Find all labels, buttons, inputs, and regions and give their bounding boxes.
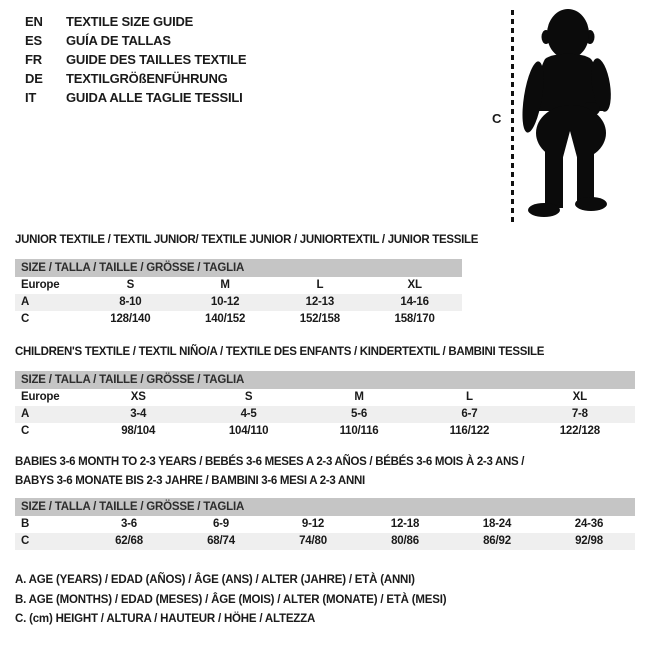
size-value-cell: 68/74 xyxy=(207,535,235,547)
size-value-cell: S xyxy=(244,391,253,403)
size-value-cell: 9-12 xyxy=(301,518,325,530)
lang-row-es xyxy=(25,31,246,50)
size-value-cell: 6-9 xyxy=(212,518,230,530)
footnote-b: B. AGE (MONTHS) / EDAD (MESES) / ÂGE (MOIS) / ALTER (MONATE) / ETÀ (MESI) xyxy=(15,593,447,606)
lang-code: FR xyxy=(25,52,42,67)
size-value-cell: L xyxy=(466,391,473,403)
table-row xyxy=(15,277,462,294)
height-measure-label: C xyxy=(492,111,502,126)
size-value-cell: 24-36 xyxy=(574,518,604,530)
section-title-line: BABYS 3-6 MONATE BIS 2-3 JAHRE / BAMBINI 3-6 MESI A 2-3 ANNI xyxy=(15,475,365,487)
toddler-silhouette-icon xyxy=(517,5,619,221)
size-value-cell: 12-13 xyxy=(305,296,335,308)
row-label: C xyxy=(21,425,30,437)
junior-section-title xyxy=(15,231,478,250)
lang-label: GUÍA DE TALLAS xyxy=(66,33,171,48)
lang-code: ES xyxy=(25,33,42,48)
size-value-cell: 18-24 xyxy=(482,518,512,530)
size-value-cell: 3-6 xyxy=(120,518,138,530)
size-value-cell: L xyxy=(316,279,324,291)
section-title-line: JUNIOR TEXTILE / TEXTIL JUNIOR/ TEXTILE JUNIOR / JUNIORTEXTIL / JUNIOR TESSILE xyxy=(15,234,479,246)
row-label: A xyxy=(21,296,30,308)
table-body xyxy=(15,277,462,328)
size-value-cell: 3-4 xyxy=(130,408,147,420)
size-value-cell: 116/122 xyxy=(449,425,490,437)
row-label: B xyxy=(21,518,30,530)
lang-label: TEXTILGRÖßENFÜHRUNG xyxy=(66,71,228,86)
size-value-cell: M xyxy=(354,391,364,403)
size-value-cell: 80/86 xyxy=(391,535,419,547)
size-value-cell: 12-18 xyxy=(390,518,420,530)
language-title-block xyxy=(25,12,246,107)
section-title-line: CHILDREN'S TEXTILE / TEXTIL NIÑO/A / TEXTILE DES ENFANTS / KINDERTEXTIL / BAMBINI TESSILE xyxy=(15,346,545,358)
children-size-table xyxy=(15,371,635,440)
size-value-cell: 62/68 xyxy=(115,535,143,547)
footnote-c: C. (cm) HEIGHT / ALTURA / HAUTEUR / HÖHE / ALTEZZA xyxy=(15,613,316,625)
row-label: C xyxy=(21,313,30,325)
children-section-title xyxy=(15,343,544,362)
row-label: A xyxy=(21,408,30,420)
babies-size-table xyxy=(15,498,635,550)
size-value-cell: 5-6 xyxy=(351,408,368,420)
size-value-cell: 7-8 xyxy=(571,408,588,420)
size-value-cell: 104/110 xyxy=(228,425,269,437)
size-value-cell: 92/98 xyxy=(575,535,603,547)
row-label: Europe xyxy=(21,391,60,403)
lang-code: DE xyxy=(25,71,43,86)
lang-row-it xyxy=(25,88,246,107)
size-value-cell: 4-5 xyxy=(240,408,257,420)
footnote-a: A. AGE (YEARS) / EDAD (AÑOS) / ÂGE (ANS) / ALTER (JAHRE) / ETÀ (ANNI) xyxy=(15,574,415,586)
lang-label: GUIDA ALLE TAGLIE TESSILI xyxy=(66,90,243,105)
size-value-cell: XS xyxy=(130,391,146,403)
size-value-cell: 128/140 xyxy=(110,313,151,325)
row-label: C xyxy=(21,535,30,547)
size-value-cell: 158/170 xyxy=(394,313,435,325)
size-header-bar: SIZE / TALLA / TAILLE / GRÖSSE / TAGLIA xyxy=(15,259,462,277)
table-row xyxy=(15,294,462,311)
size-value-cell: 152/158 xyxy=(299,313,340,325)
size-value-cell: 110/116 xyxy=(339,425,379,437)
section-title-line: BABIES 3-6 MONTH TO 2-3 YEARS / BEBÉS 3-6 MESES A 2-3 AÑOS / BÉBÉS 3-6 MOIS À 2-3 ANS / xyxy=(15,456,525,468)
size-value-cell: XL xyxy=(407,279,422,291)
size-value-cell: 14-16 xyxy=(400,296,429,308)
table-body xyxy=(15,389,635,440)
size-value-cell: 122/128 xyxy=(559,425,600,437)
size-value-cell: 74/80 xyxy=(299,535,327,547)
size-value-cell: M xyxy=(220,279,230,291)
height-dashed-line xyxy=(511,10,514,222)
lang-code: EN xyxy=(25,14,43,29)
size-value-cell: 6-7 xyxy=(461,408,478,420)
table-row xyxy=(15,389,635,406)
junior-size-table xyxy=(15,259,462,328)
lang-label: TEXTILE SIZE GUIDE xyxy=(66,14,194,29)
babies-section-title xyxy=(15,453,597,491)
size-value-cell: 140/152 xyxy=(205,313,246,325)
lang-label: GUIDE DES TAILLES TEXTILE xyxy=(66,52,247,67)
size-value-cell: 86/92 xyxy=(483,535,511,547)
size-value-cell: 10-12 xyxy=(210,296,240,308)
table-body xyxy=(15,516,635,550)
table-row xyxy=(15,533,635,550)
size-value-cell: XL xyxy=(572,391,587,403)
lang-row-de xyxy=(25,69,246,88)
size-header-bar: SIZE / TALLA / TAILLE / GRÖSSE / TAGLIA xyxy=(15,371,635,389)
size-value-cell: S xyxy=(126,279,135,291)
table-row xyxy=(15,516,635,533)
lang-row-fr xyxy=(25,50,246,69)
table-row xyxy=(15,423,635,440)
table-row xyxy=(15,311,462,328)
size-header-bar: SIZE / TALLA / TAILLE / GRÖSSE / TAGLIA xyxy=(15,498,635,516)
lang-code: IT xyxy=(25,90,37,105)
size-value-cell: 98/104 xyxy=(121,425,156,437)
size-value-cell: 8-10 xyxy=(119,296,142,308)
row-label: Europe xyxy=(21,279,60,291)
table-row xyxy=(15,406,635,423)
lang-row-en xyxy=(25,12,246,31)
legend-footnotes xyxy=(15,571,446,630)
